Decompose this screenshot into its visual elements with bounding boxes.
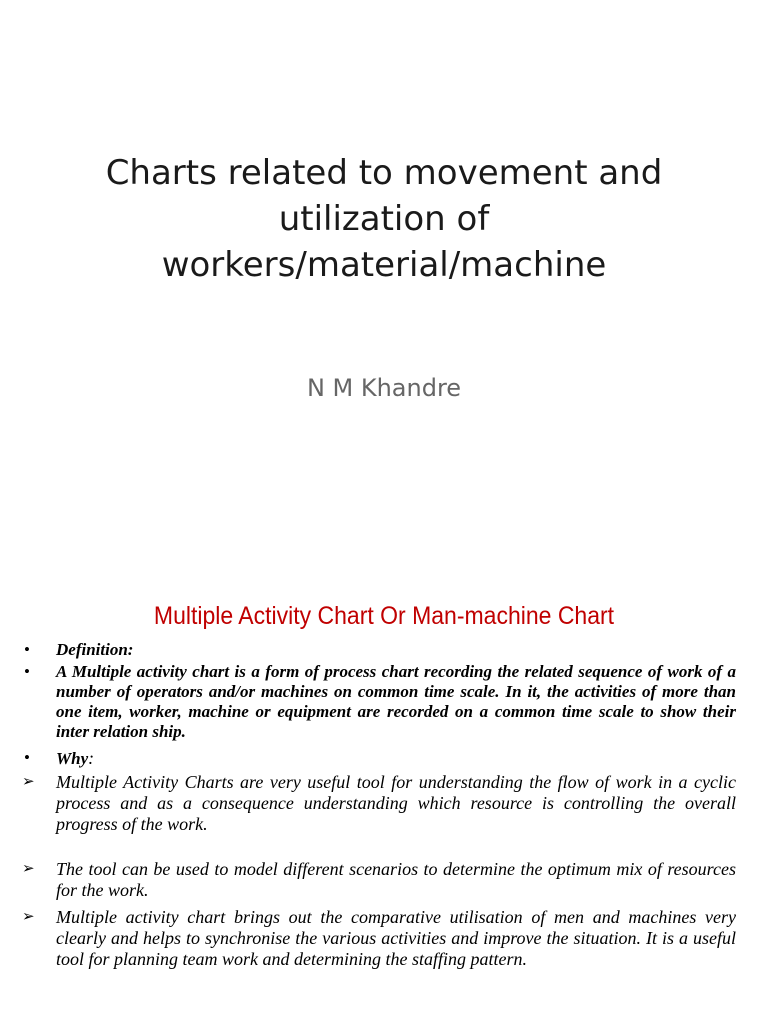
why-label: Why (56, 749, 89, 768)
slide-title: Charts related to movement and utilization of workers/material/machine (105, 153, 663, 285)
point-text: Multiple activity chart brings out the comparative utilisation of men and machines very clearly and helps to synchronise the various activities and improve the situation. It is a useful tool for planning team work and determining the staffing pattern. (56, 907, 736, 969)
definition-text: A Multiple activity chart is a form of process chart recording the related sequence of work of a number of operators and/or machines on common time scale. In it, the activities of more than one item, worker, machine or equipment are recorded on a common time scale to show their inter relation ship. (56, 662, 736, 741)
list-item-definition-label (22, 640, 736, 660)
bullet-icon: • (24, 662, 30, 681)
bullet-icon: • (24, 640, 30, 659)
list-item-point (22, 907, 736, 970)
list-item-point (22, 859, 736, 901)
arrow-bullet-icon: ➢ (22, 774, 35, 790)
arrow-bullet-icon: ➢ (22, 861, 35, 877)
list-item-definition (22, 662, 736, 742)
bullet-list (22, 640, 736, 970)
why-colon: : (88, 748, 95, 768)
arrow-bullet-icon: ➢ (22, 909, 35, 925)
content-slide (0, 576, 768, 1024)
content-slide-title: Multiple Activity Chart Or Man-machine Chart (153, 602, 615, 630)
point-text: Multiple Activity Charts are very useful tool for understanding the flow of work in a cyclic process and as a consequence understanding which resource is controlling the overall progress of the work. (56, 772, 736, 834)
point-text: The tool can be used to model different scenarios to determine the optimum mix of resources for the work. (56, 859, 736, 900)
author-name: N M Khandre (306, 374, 462, 402)
definition-label: Definition: (56, 640, 134, 659)
list-item-point (22, 772, 736, 835)
list-item-why (22, 748, 736, 769)
bullet-icon: • (24, 748, 30, 767)
